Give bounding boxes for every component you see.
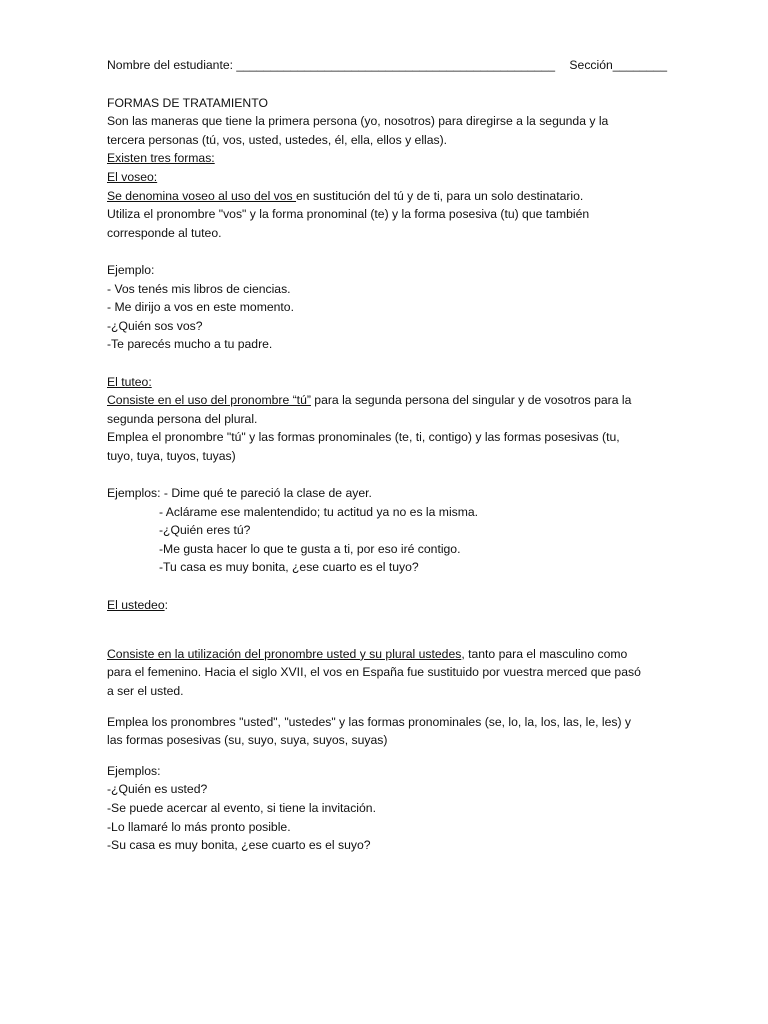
tuteo-definition-line-2: segunda persona del plural.	[107, 411, 258, 426]
ustedeo-example-3: -Lo llamaré lo más pronto posible.	[107, 819, 291, 834]
ustedeo-definition	[107, 645, 667, 664]
voseo-heading: El voseo:	[107, 169, 158, 184]
voseo-definition-rest: en sustitución del tú y de ti, para un solo destinatario.	[296, 188, 584, 203]
student-name-label: Nombre del estudiante: _______________________________________________	[107, 58, 555, 72]
ustedeo-definition-line-2: para el femenino. Hacia el siglo XVII, el vos en España fue sustituido por vuestra merced que pasó	[107, 665, 641, 680]
ustedeo-heading-text: El ustedeo	[107, 597, 165, 612]
voseo-body-line-2: corresponde al tuteo.	[107, 225, 222, 240]
voseo-example-1: - Vos tenés mis libros de ciencias.	[107, 281, 291, 296]
voseo-body-line-1: Utiliza el pronombre "vos" y la forma pronominal (te) y la forma posesiva (tu) que también	[107, 207, 590, 222]
ustedeo-example-label: Ejemplos:	[107, 763, 161, 778]
ustedeo-definition-underlined: Consiste en la utilización del pronombre usted y su plural ustedes	[107, 646, 462, 661]
ustedeo-body-line-2: las formas posesivas (su, suyo, suya, suyos, suyas)	[107, 733, 388, 748]
tuteo-example-2: - Aclárame ese malentendido; tu actitud ya no es la misma.	[159, 504, 479, 519]
voseo-example-label: Ejemplo:	[107, 262, 155, 277]
voseo-example-4: -Te parecés mucho a tu padre.	[107, 337, 273, 352]
ustedeo-example-2: -Se puede acercar al evento, si tiene la invitación.	[107, 800, 376, 815]
tuteo-example-1: Ejemplos: - Dime qué te pareció la clase de ayer.	[107, 486, 372, 501]
tuteo-heading: El tuteo:	[107, 374, 152, 389]
ustedeo-definition-line-3: a ser el usted.	[107, 684, 184, 698]
tuteo-example-4: -Me gusta hacer lo que te gusta a ti, por eso iré contigo.	[159, 541, 461, 556]
intro-line-1: Son las maneras que tiene la primera persona (yo, nosotros) para diregirse a la segunda y la	[107, 114, 609, 129]
intro-line-2: tercera personas (tú, vos, usted, ustedes, él, ella, ellos y ellas).	[107, 132, 448, 147]
voseo-example-2: - Me dirijo a vos en este momento.	[107, 300, 294, 315]
tuteo-example-3: -¿Quién eres tú?	[159, 523, 251, 538]
voseo-definition-underlined: Se denomina voseo al uso del vos	[107, 188, 297, 203]
tuteo-definition-underlined: Consiste en el uso del pronombre “tú”	[107, 393, 311, 408]
tuteo-definition-rest: para la segunda persona del singular y de vosotros para la	[310, 393, 632, 408]
tuteo-definition	[107, 391, 667, 410]
voseo-definition	[107, 187, 667, 206]
ustedeo-definition-rest: , tanto para el masculino como	[461, 646, 628, 661]
ustedeo-example-1: -¿Quién es usted?	[107, 782, 208, 797]
ustedeo-heading-colon: :	[164, 597, 168, 612]
tuteo-body-line-2: tuyo, tuya, tuyos, tuyas)	[107, 448, 236, 463]
section-label: Sección________	[569, 58, 667, 72]
tuteo-example-5: -Tu casa es muy bonita, ¿ese cuarto es el tuyo?	[159, 560, 419, 575]
three-forms-heading: Existen tres formas:	[107, 151, 215, 166]
ustedeo-heading	[107, 596, 667, 615]
document-page	[107, 56, 667, 855]
ustedeo-example-4: -Su casa es muy bonita, ¿ese cuarto es el suyo?	[107, 838, 371, 853]
tuteo-body-line-1: Emplea el pronombre "tú" y las formas pronominales (te, ti, contigo) y las formas posesivas (tu,	[107, 430, 620, 445]
ustedeo-body-line-1: Emplea los pronombres "usted", "ustedes" y las formas pronominales (se, lo, la, los, las, le, les) y	[107, 714, 631, 729]
voseo-example-3: -¿Quién sos vos?	[107, 318, 203, 333]
header-row	[107, 56, 667, 75]
page-title: FORMAS DE TRATAMIENTO	[107, 95, 268, 110]
